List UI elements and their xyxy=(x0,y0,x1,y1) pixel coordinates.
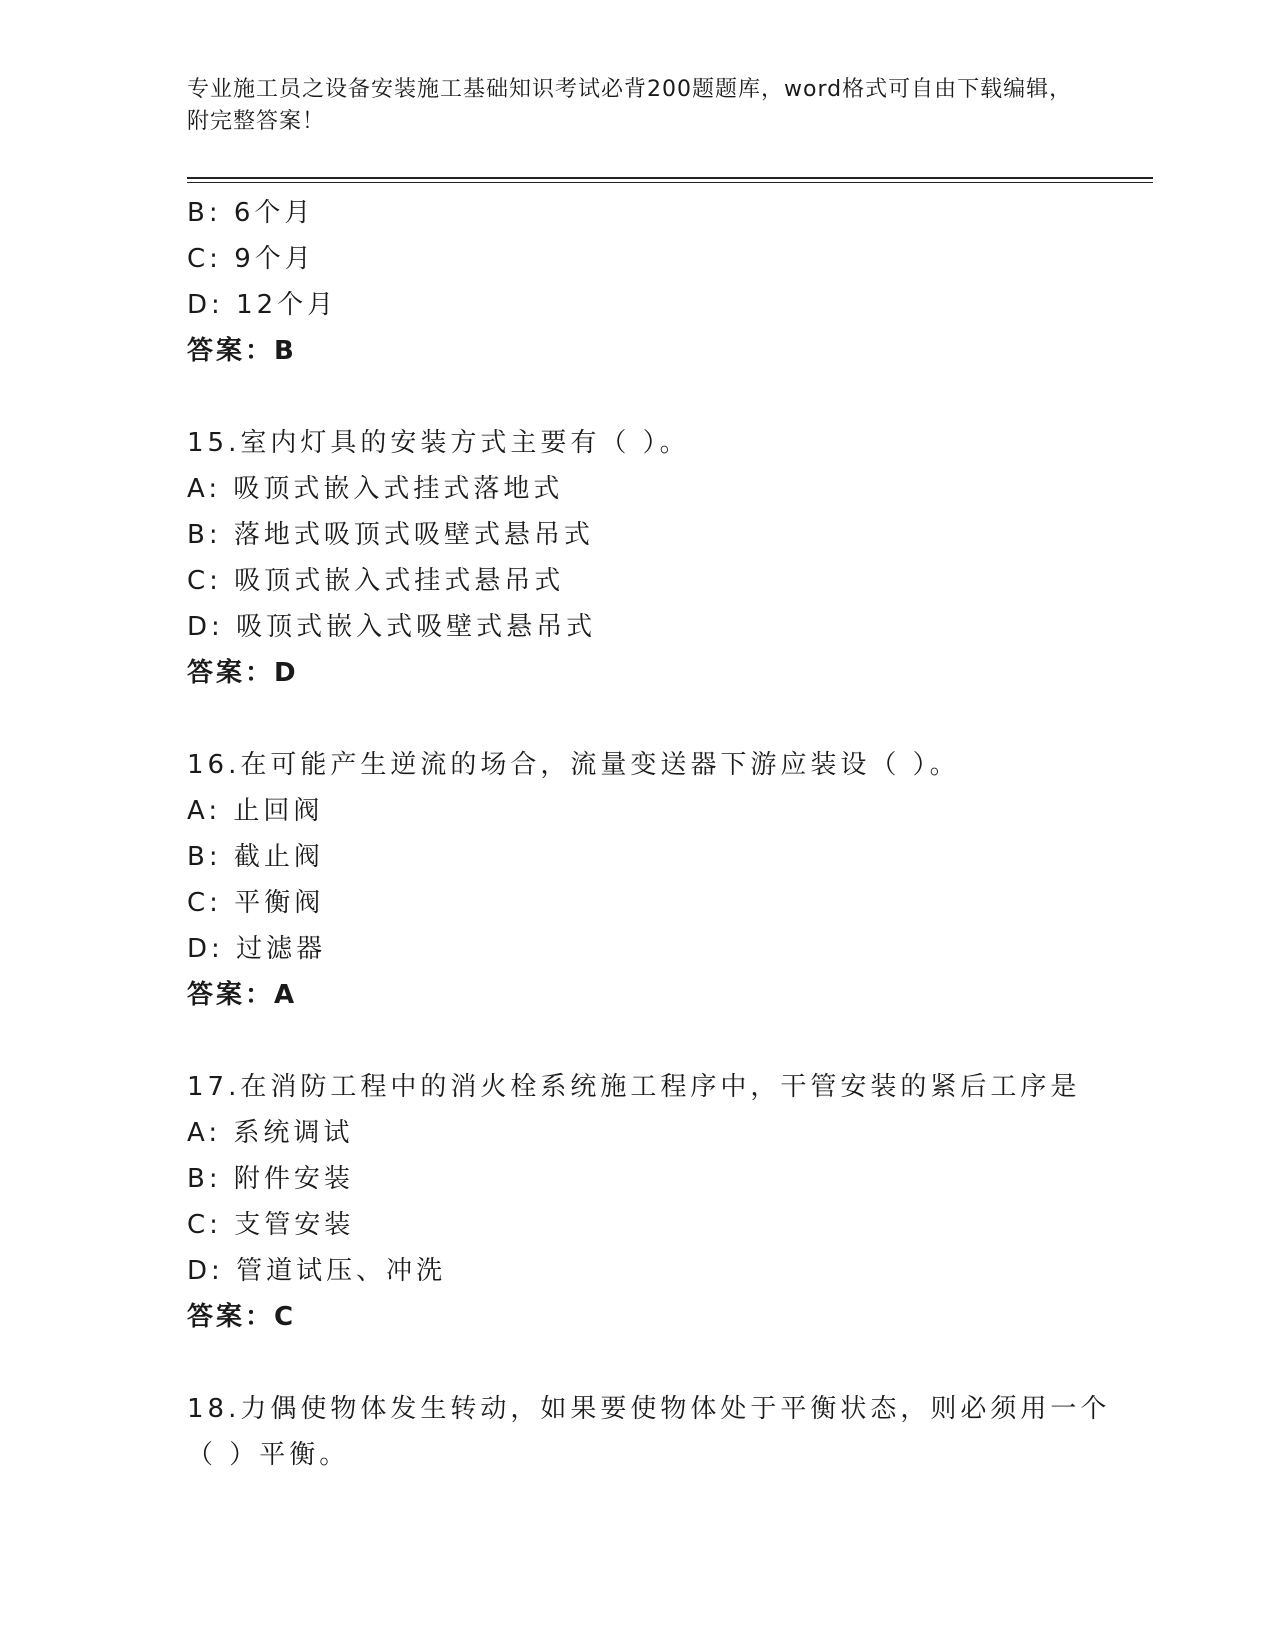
option-b: B: 截止阀 xyxy=(187,842,324,872)
option-d: D: 管道试压、冲洗 xyxy=(187,1256,447,1286)
header-rule-thin xyxy=(187,182,1153,183)
answer-line: 答案：D xyxy=(187,658,299,688)
option-a: A: 止回阀 xyxy=(187,796,324,826)
option-d: D: 吸顶式嵌入式吸壁式悬吊式 xyxy=(187,612,597,642)
question-list xyxy=(187,190,1147,1478)
option-d: D: 12个月 xyxy=(187,290,338,320)
option-c: C: 平衡阀 xyxy=(187,888,325,918)
page-header: 专业施工员之设备安装施工基础知识考试必背200题题库，word格式可自由下载编辑，附完整答案！ xyxy=(187,77,1073,134)
question-stem: 16.在可能产生逆流的场合，流量变送器下游应装设（ ）。 xyxy=(187,750,960,780)
question-stem: 17.在消防工程中的消火栓系统施工程序中，干管安装的紧后工序是 xyxy=(187,1072,1081,1102)
question-stem: 18.力偶使物体发生转动，如果要使物体处于平衡状态，则必须用一个 xyxy=(187,1394,1111,1424)
option-c: C: 支管安装 xyxy=(187,1210,355,1240)
option-d: D: 过滤器 xyxy=(187,934,327,964)
header-rule-thick xyxy=(187,177,1153,179)
answer-line: 答案：A xyxy=(187,980,298,1010)
question-stem-continued: （ ）平衡。 xyxy=(187,1440,350,1470)
option-c: C: 吸顶式嵌入式挂式悬吊式 xyxy=(187,566,565,596)
option-c: C: 9个月 xyxy=(187,244,315,274)
option-b: B: 6个月 xyxy=(187,198,315,228)
option-a: A: 系统调试 xyxy=(187,1118,354,1148)
option-b: B: 附件安装 xyxy=(187,1164,354,1194)
answer-line: 答案：B xyxy=(187,336,297,366)
option-a: A: 吸顶式嵌入式挂式落地式 xyxy=(187,474,564,504)
option-b: B: 落地式吸顶式吸壁式悬吊式 xyxy=(187,520,594,550)
question-stem: 15.室内灯具的安装方式主要有（ ）。 xyxy=(187,428,690,458)
answer-line: 答案：C xyxy=(187,1302,297,1332)
